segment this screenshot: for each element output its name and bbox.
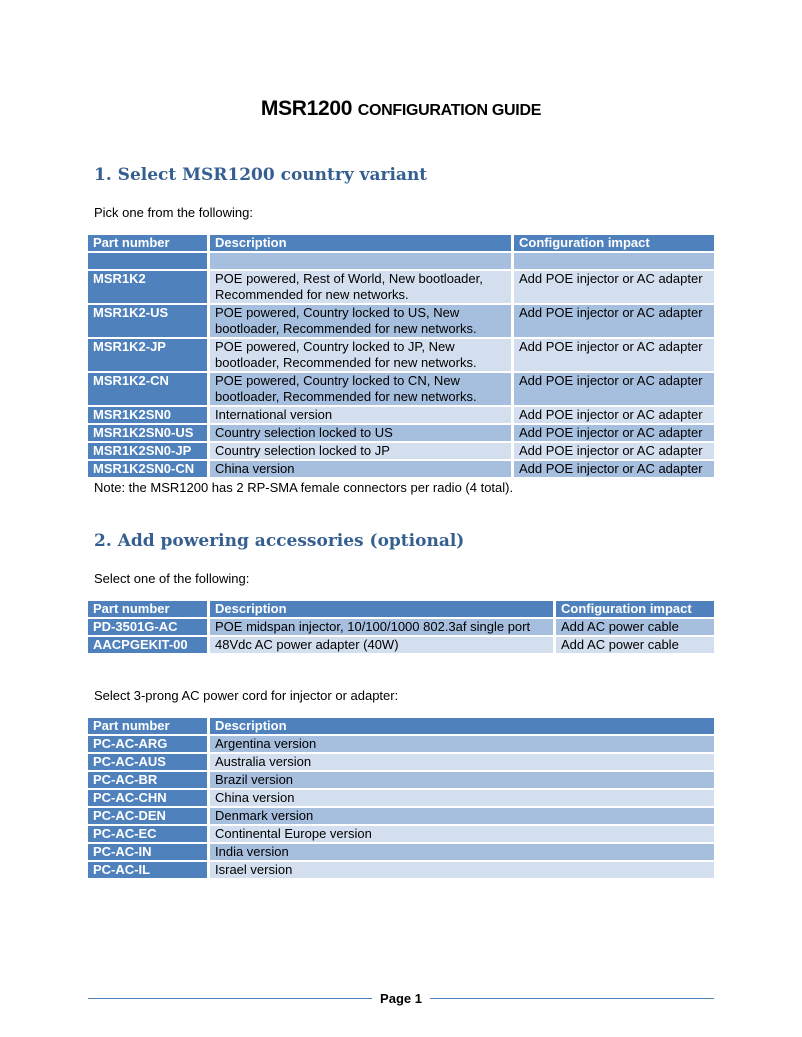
col-header: Description [210,601,553,617]
table-row [88,305,714,337]
table-row [88,790,714,806]
col-header: Part number [88,235,207,251]
description-cell: China version [210,461,511,477]
description-cell: China version [210,790,714,806]
table-row [88,373,714,405]
part-number-cell: PC-AC-ARG [88,736,207,752]
impact-cell: Add POE injector or AC adapter [514,373,714,405]
title-main: MSR1200 [260,97,353,120]
col-header: Part number [88,718,207,734]
table-row [88,407,714,423]
table-row [88,271,714,303]
impact-cell: Add POE injector or AC adapter [514,305,714,337]
part-number-cell: PC-AC-CHN [88,790,207,806]
page-title [88,96,714,124]
col-header: Description [210,235,511,251]
part-number-cell: PC-AC-IL [88,862,207,878]
table-row [88,339,714,371]
impact-cell: Add POE injector or AC adapter [514,339,714,371]
description-cell: Continental Europe version [210,826,714,842]
impact-cell: Add AC power cable [556,637,714,653]
table-row [88,253,714,269]
part-number-cell: MSR1K2-US [88,305,207,337]
part-number-cell: MSR1K2SN0-US [88,425,207,441]
description-cell: Country selection locked to US [210,425,511,441]
impact-cell: Add POE injector or AC adapter [514,425,714,441]
description-cell [210,253,511,269]
page-number: Page 1 [380,991,422,1006]
description-cell: Country selection locked to JP [210,443,511,459]
part-number-cell: PC-AC-EC [88,826,207,842]
part-number-cell: MSR1K2SN0-JP [88,443,207,459]
variant-table [85,233,717,479]
impact-cell: Add POE injector or AC adapter [514,461,714,477]
footer-rule-right [430,998,714,999]
table-row [88,826,714,842]
table-row [88,425,714,441]
connector-note: Note: the MSR1200 has 2 RP-SMA female connectors per radio (4 total). [94,480,514,495]
power-cord-table [85,716,717,880]
part-number-cell: PC-AC-DEN [88,808,207,824]
col-header: Part number [88,601,207,617]
part-number-cell: PD-3501G-AC [88,619,207,635]
table-row [88,808,714,824]
description-cell: Argentina version [210,736,714,752]
table-row [88,443,714,459]
impact-cell: Add POE injector or AC adapter [514,443,714,459]
description-cell: POE powered, Rest of World, New bootloader, Recommended for new networks. [210,271,511,303]
description-cell: POE powered, Country locked to CN, New bootloader, Recommended for new networks. [210,373,511,405]
part-number-cell: MSR1K2-CN [88,373,207,405]
table-row [88,637,714,653]
footer-rule-left [88,998,372,999]
impact-cell: Add POE injector or AC adapter [514,407,714,423]
table-row [88,754,714,770]
impact-cell: Add AC power cable [556,619,714,635]
col-header: Configuration impact [514,235,714,251]
col-header: Configuration impact [556,601,714,617]
table-row [88,619,714,635]
section-2-heading: 2. Add powering accessories (optional) [94,531,465,551]
impact-cell [514,253,714,269]
part-number-cell [88,253,207,269]
cord-intro: Select 3-prong AC power cord for injector or adapter: [94,688,399,703]
impact-cell: Add POE injector or AC adapter [514,271,714,303]
description-cell: POE powered, Country locked to US, New bootloader, Recommended for new networks. [210,305,511,337]
description-cell: International version [210,407,511,423]
table-row [88,461,714,477]
table-row [88,844,714,860]
table-row [88,736,714,752]
part-number-cell: MSR1K2SN0-CN [88,461,207,477]
description-cell: POE powered, Country locked to JP, New bootloader, Recommended for new networks. [210,339,511,371]
title-rest: CONFIGURATION GUIDE [357,102,542,119]
description-cell: Brazil version [210,772,714,788]
accessory-table [85,599,717,655]
part-number-cell: MSR1K2SN0 [88,407,207,423]
description-cell: Australia version [210,754,714,770]
part-number-cell: PC-AC-AUS [88,754,207,770]
description-cell: POE midspan injector, 10/100/1000 802.3af single port [210,619,553,635]
part-number-cell: MSR1K2 [88,271,207,303]
section-1-intro: Pick one from the following: [94,205,253,220]
part-number-cell: PC-AC-BR [88,772,207,788]
description-cell: 48Vdc AC power adapter (40W) [210,637,553,653]
part-number-cell: PC-AC-IN [88,844,207,860]
section-2-intro: Select one of the following: [94,571,250,586]
description-cell: Israel version [210,862,714,878]
table-row [88,862,714,878]
section-1-heading: 1. Select MSR1200 country variant [94,165,428,185]
table-row [88,772,714,788]
description-cell: Denmark version [210,808,714,824]
part-number-cell: AACPGEKIT-00 [88,637,207,653]
page-footer [88,960,714,1007]
part-number-cell: MSR1K2-JP [88,339,207,371]
description-cell: India version [210,844,714,860]
col-header: Description [210,718,714,734]
